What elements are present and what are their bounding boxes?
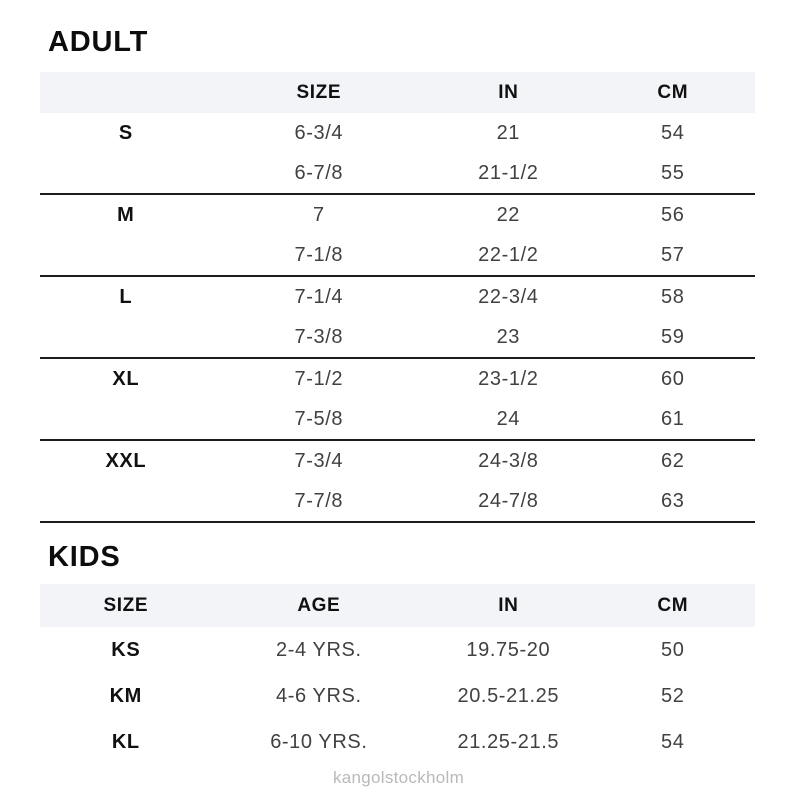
size-group-label: XXL — [105, 450, 147, 472]
hat-size-value: 7 — [312, 204, 325, 226]
inches-value: 24-7/8 — [478, 490, 539, 512]
hat-size-value: 7-3/4 — [294, 450, 344, 472]
table-row — [40, 441, 755, 482]
cm-value: 58 — [661, 286, 685, 308]
inches-value: 23-1/2 — [478, 368, 539, 390]
table-row — [40, 673, 755, 719]
inches-value: 21 — [496, 122, 521, 144]
column-header-cm: CM — [657, 594, 689, 616]
column-header-in: IN — [498, 594, 519, 616]
kids-header-row — [40, 584, 755, 627]
adult-heading: ADULT — [48, 26, 149, 58]
hat-size-value: 7-7/8 — [294, 490, 344, 512]
age-value: 2-4 YRS. — [276, 638, 362, 661]
inches-value: 19.75-20 — [466, 638, 551, 661]
table-row — [40, 359, 755, 400]
hat-size-value: 7-3/8 — [294, 326, 344, 348]
inches-value: 22 — [496, 204, 521, 226]
table-row — [40, 195, 755, 236]
cm-value: 50 — [661, 638, 685, 661]
inches-value: 22-3/4 — [478, 286, 539, 308]
size-group-label: L — [119, 286, 133, 308]
column-header-size: SIZE — [296, 81, 342, 103]
size-group-label: KS — [111, 638, 141, 661]
inches-value: 24 — [496, 408, 521, 430]
hat-size-value: 7-1/8 — [294, 244, 344, 266]
size-group-label: KM — [109, 684, 142, 707]
column-header-size: SIZE — [103, 594, 149, 616]
inches-value: 24-3/8 — [478, 450, 539, 472]
hat-size-value: 7-1/4 — [294, 286, 344, 308]
size-group-label: M — [117, 204, 135, 226]
adult-header-row — [40, 72, 755, 113]
cm-value: 56 — [661, 204, 685, 226]
age-value: 6-10 YRS. — [270, 730, 368, 753]
cm-value: 59 — [661, 326, 685, 348]
hat-size-value: 6-3/4 — [294, 122, 344, 144]
hat-size-value: 7-1/2 — [294, 368, 344, 390]
inches-value: 21.25-21.5 — [457, 730, 560, 753]
size-group-label: S — [118, 122, 133, 144]
inches-value: 23 — [496, 326, 521, 348]
inches-value: 20.5-21.25 — [457, 684, 560, 707]
cm-value: 57 — [661, 244, 685, 266]
cm-value: 55 — [661, 162, 685, 184]
table-row — [40, 719, 755, 765]
table-row — [40, 627, 755, 673]
inches-value: 22-1/2 — [478, 244, 539, 266]
age-value: 4-6 YRS. — [276, 684, 362, 707]
cm-value: 61 — [661, 408, 685, 430]
table-row — [40, 154, 755, 195]
hat-size-value: 7-5/8 — [294, 408, 344, 430]
cm-value: 63 — [661, 490, 685, 512]
hat-size-value: 6-7/8 — [294, 162, 344, 184]
table-row — [40, 236, 755, 277]
inches-value: 21-1/2 — [478, 162, 539, 184]
table-row — [40, 277, 755, 318]
column-header-age: AGE — [297, 594, 341, 616]
site-watermark: kangolstockholm — [332, 768, 465, 787]
size-group-label: KL — [111, 730, 140, 753]
kids-size-table — [40, 584, 755, 765]
table-row — [40, 318, 755, 359]
adult-size-table — [40, 72, 755, 523]
cm-value: 52 — [661, 684, 685, 707]
table-row — [40, 482, 755, 523]
cm-value: 62 — [661, 450, 685, 472]
table-row — [40, 400, 755, 441]
column-header-in: IN — [498, 81, 519, 103]
cm-value: 54 — [661, 730, 685, 753]
column-header-cm: CM — [657, 81, 689, 103]
kids-heading: KIDS — [48, 541, 121, 573]
cm-value: 60 — [661, 368, 685, 390]
table-row — [40, 113, 755, 154]
size-group-label: XL — [112, 368, 140, 390]
cm-value: 54 — [661, 122, 685, 144]
